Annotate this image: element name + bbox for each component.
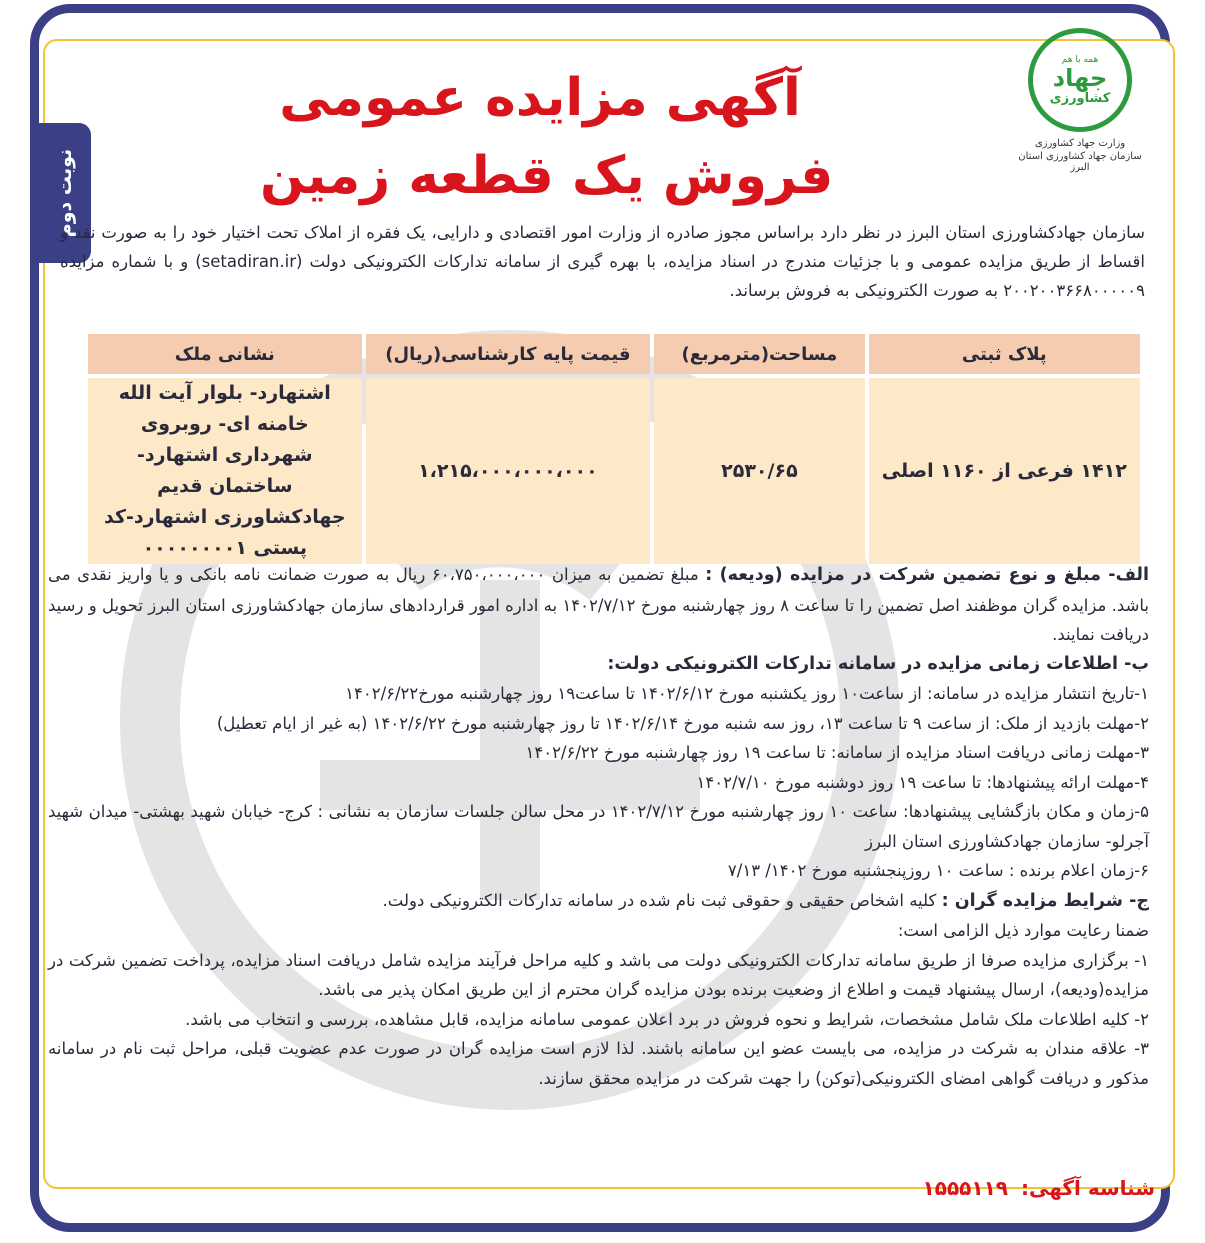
table-row <box>88 378 1140 564</box>
section-b-item-3: ۳-مهلت زمانی دریافت اسناد مزایده از سامانه: تا ساعت ۱۹ روز چهارشنبه مورخ ۱۴۰۲/۶/۲۲ <box>525 743 1149 762</box>
logo-ring-main: جهاد <box>1052 63 1108 92</box>
section-a <box>48 560 1149 650</box>
header-address: نشانی ملک <box>88 334 362 374</box>
section-c-item-3: ۳- علاقه مندان به شرکت در مزایده، می بایست عضو این سامانه باشند. لذا لازم است مزایده گران در صورت عدم عضویت قبلی، مراحل ثبت نام در سامانه مذکور و دریافت گواهی امضای الکترونیکی(توکن) را جهت شرکت در مزایده محقق سازند. <box>48 1039 1149 1088</box>
logo-ministry: وزارت جهاد کشاورزی <box>1034 138 1126 149</box>
title-line-2: فروش یک قطعه زمین <box>260 146 834 206</box>
section-c-item-2: ۲- کلیه اطلاعات ملک شامل مشخصات، شرایط و نحوه فروش در برد اعلان عمومی سامانه مزایده، قابل مشاهده، بررسی و انتخاب می باشد. <box>185 1009 1149 1029</box>
cell-area: ۲۵۳۰/۶۵ <box>654 378 864 564</box>
section-b-item-2: ۲-مهلت بازدید از ملک: از ساعت ۹ تا ساعت ۱۳، روز سه شنبه مورخ ۱۴۰۲/۶/۱۴ تا روز چهارشنبه مورخ ۱۴۰۲/۶/۲۲ (به غیر از ایام تعطیل) <box>216 713 1149 733</box>
title-line-1: آگهی مزایده عمومی <box>279 68 801 128</box>
section-c-item-1: ۱- برگزاری مزایده صرفا از طریق سامانه تدارکات الکترونیکی دولت می باشد و کلیه مراحل فرآیند مزایده شامل دریافت اسناد مزایده، پرداخت تضمین شرکت در مزایده(ودیعه)، ارسال پیشنهاد قیمت و اطلاع از وضعیت برنده بودن مزایده گران محترم از این طریق امکان پذیر می باشد. <box>48 950 1149 999</box>
ad-id <box>923 1176 1155 1200</box>
cell-price: ۱،۲۱۵،۰۰۰،۰۰۰،۰۰۰ <box>366 378 651 564</box>
header-area: مساحت(مترمربع) <box>654 334 864 374</box>
ad-id-value: ۱۵۵۵۱۱۹ <box>922 1176 1008 1200</box>
logo-emblem <box>1028 28 1132 132</box>
section-b-item-6: ۶-زمان اعلام برنده : ساعت ۱۰ روزپنجشنبه مورخ ۱۴۰۲/ ۷/۱۳ <box>727 861 1149 880</box>
header-price: قیمت پایه کارشناسی(ریال) <box>366 334 651 374</box>
section-c-heading: ج- شرایط مزایده گران : <box>941 890 1149 911</box>
property-table <box>84 330 1144 568</box>
section-b-heading: ب- اطلاعات زمانی مزایده در سامانه تدارکات الکترونیکی دولت: <box>607 653 1149 674</box>
section-a-heading: الف- مبلغ و نوع تضمین شرکت در مزایده (ودیعه) : <box>705 565 1149 585</box>
logo-ring-sub: کشاورزی <box>1049 90 1111 106</box>
cell-address: اشتهارد- بلوار آیت الله خامنه ای- روبروی شهرداری اشتهارد-ساختمان قدیم جهادکشاورزی اشتهارد-کد پستی ۰۰۰۰۰۰۰۰۱ <box>88 378 362 564</box>
ad-id-label: شناسه آگهی: <box>1020 1176 1155 1200</box>
cell-plate: ۱۴۱۲ فرعی از ۱۱۶۰ اصلی <box>869 378 1140 564</box>
logo-ring-top: همه با هم <box>1061 54 1099 65</box>
logo-organization: سازمان جهاد کشاورزی استان البرز <box>1018 151 1142 173</box>
section-c <box>48 886 1149 917</box>
intro-paragraph: سازمان جهادکشاورزی استان البرز در نظر دارد براساس مجوز صادره از وزارت امور اقتصادی و دارایی، یک فقره از املاک تحت اختیار خود را به صورت نقد و اقساط از طریق مزایده عمومی و با جزئیات مندرج در اسناد مزایده، با بهره گیری از سامانه تدارکات الکترونیکی دولت (setadiran.ir) و با شماره مزایده ۲۰۰۲۰۰۳۶۶۸۰۰۰۰۰۹ به صورت الکترونیکی به فروش برساند. <box>60 223 1146 300</box>
section-c-text: کلیه اشخاص حقیقی و حقوقی ثبت نام شده در سامانه تدارکات الکترونیکی دولت. <box>382 890 937 910</box>
header-plate: پلاک ثبتی <box>869 334 1140 374</box>
section-b-item-4: ۴-مهلت ارائه پیشنهادها: تا ساعت ۱۹ روز دوشنبه مورخ ۱۴۰۲/۷/۱۰ <box>696 772 1149 792</box>
ministry-logo <box>1015 28 1145 198</box>
table-header-row <box>88 334 1140 374</box>
notice-body <box>48 560 1149 1093</box>
section-c-note: ضمنا رعایت موارد ذیل الزامی است: <box>897 921 1149 940</box>
section-b-item-5: ۵-زمان و مکان بازگشایی پیشنهادها: ساعت ۱۰ روز چهارشنبه مورخ ۱۴۰۲/۷/۱۲ در محل سالن جلسات سازمان به نشانی : کرج- خیابان شهید بهشتی- میدان شهید آجرلو- سازمان جهادکشاورزی استان البرز <box>48 802 1149 851</box>
section-a-text: مبلغ تضمین به میزان ۶۰،۷۵۰،۰۰۰،۰۰۰ ریال به صورت ضمانت نامه بانکی و یا واریز نقدی می باشد. مزایده گران موظفند اصل تضمین را تا ساعت ۸ روز چهارشنبه مورخ ۱۴۰۲/۷/۱۲ به اداره امور قراردادهای سازمان جهادکشاورزی استان البرز تحویل و رسید دریافت نمایند. <box>48 565 1150 644</box>
side-tab-label: نوبت دوم <box>54 148 76 238</box>
section-b-item-1: ۱-تاریخ انتشار مزایده در سامانه: از ساعت۱۰ روز یکشنبه مورخ ۱۴۰۲/۶/۱۲ تا ساعت۱۹ روز چهارشنبه مورخ۱۴۰۲/۶/۲۲ <box>345 684 1149 703</box>
